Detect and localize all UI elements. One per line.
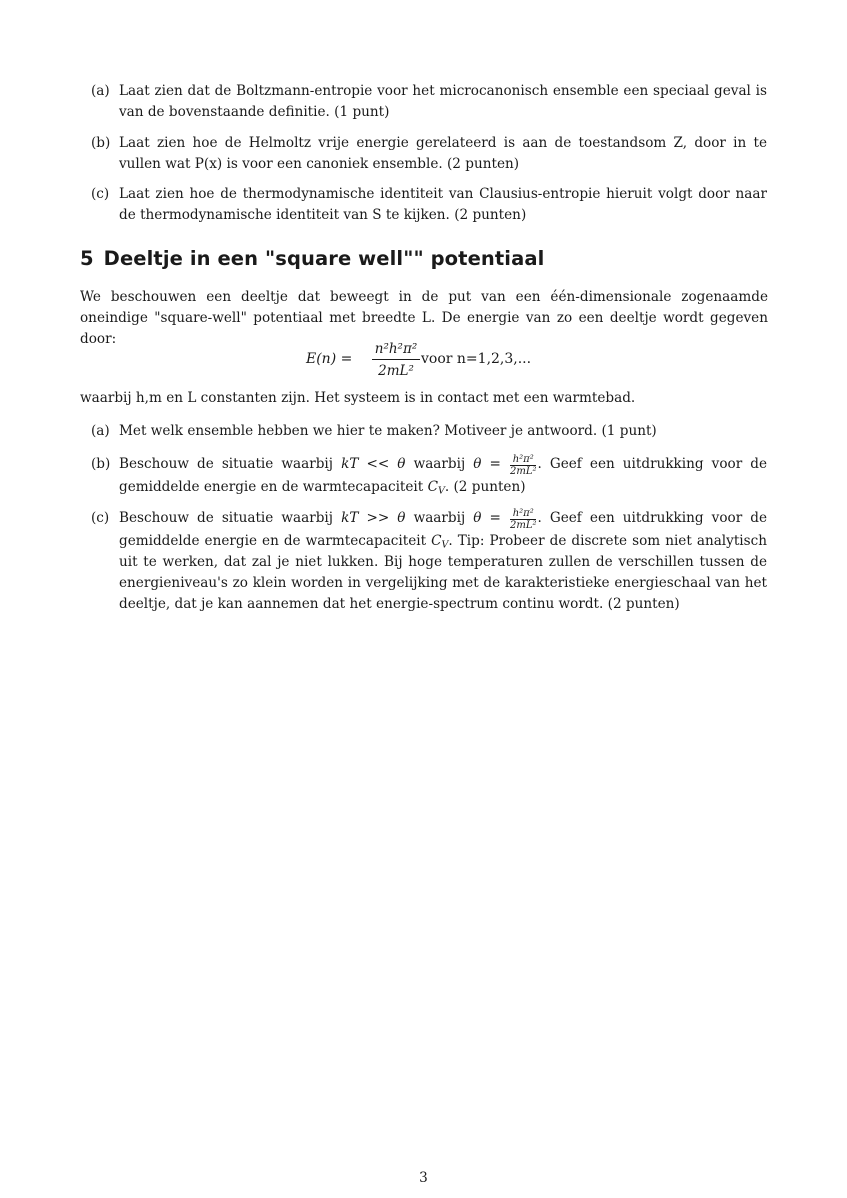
- item-text: Laat zien hoe de Helmoltz vrije energie gerelateerd is aan de toestandsom Z, door in te vullen wat P(x) is voor een canoniek ensemble. (2 punten): [119, 135, 767, 172]
- theta-fraction: $\frac{\text{h²π²}}{\text{2mL²}}$: [509, 508, 537, 531]
- constants-paragraph: waarbij h,m en L constanten zijn. Het systeem is in contact met een warmtebad.: [80, 390, 636, 406]
- section-title: Deeltje in een "square well"" potentiaal: [103, 247, 545, 270]
- equation-denominator: 2mL²: [378, 363, 414, 379]
- theta-math: θ =: [473, 510, 501, 526]
- question-a: [91, 421, 767, 442]
- item-label: (a): [91, 83, 110, 99]
- item-text: Beschouw de situatie waarbij kT << θ waarbij θ = $\frac{\text{h²π²}}{\text{2mL²}}$ . Geef een uitdrukking voor de gemiddelde energie en de warmtecapaciteit $C_V$. (2 punten): [119, 454, 768, 497]
- equation-lhs: E(n) =: [306, 351, 353, 367]
- list-item-prev-a: [91, 81, 767, 123]
- item-text: Beschouw de situatie waarbij kT >> θ waarbij θ = $\frac{\text{h²π²}}{\text{2mL²}}$ . Geef een uitdrukking voor de gemiddelde energie en de warmtecapaciteit $C_V$. Tip: Probeer de discrete som niet analytisch uit te werken, dat zal je niet lukken. Bij hoge temperaturen zullen de verschillen tussen de energieniveau's zo klein worden in vergelijking met de karakteristieke energieschaal van het deeltje, dat je kan aannemen dat het energie-spectrum continu wordt. (2 punten): [119, 508, 768, 612]
- item-label: (c): [91, 186, 110, 202]
- condition-math: kT >> θ: [341, 510, 406, 526]
- list-item-prev-b: [91, 133, 767, 175]
- section-number: 5: [80, 247, 94, 270]
- heat-capacity-symbol: $C_V$: [431, 533, 449, 551]
- condition-math: kT << θ: [341, 456, 406, 472]
- item-label: (a): [91, 423, 110, 439]
- theta-fraction: $\frac{\text{h²π²}}{\text{2mL²}}$: [509, 454, 537, 477]
- intro-paragraph: We beschouwen een deeltje dat beweegt in de put van een één-dimensionale zogenaamde oneindige "square-well" potentiaal met breedte L. De energie van zo een deeltje wordt gegeven door:: [80, 289, 768, 347]
- question-c: [91, 508, 767, 615]
- item-label: (c): [91, 510, 110, 526]
- fraction-bar: [372, 359, 420, 360]
- page-number: 3: [419, 1170, 428, 1186]
- item-label: (b): [91, 456, 111, 472]
- question-b: [91, 454, 767, 498]
- energy-equation: [0, 340, 847, 382]
- equation-fraction: [372, 340, 420, 380]
- item-label: (b): [91, 135, 111, 151]
- heat-capacity-symbol: $C_V$: [427, 479, 445, 497]
- section-heading: [80, 247, 544, 270]
- equation-numerator: n²h²π²: [374, 341, 418, 357]
- item-text: Laat zien dat de Boltzmann-entropie voor het microcanonisch ensemble een speciaal geval is van de bovenstaande definitie. (1 punt): [119, 83, 767, 120]
- item-text: Laat zien hoe de thermodynamische identiteit van Clausius-entropie hieruit volgt door naar de thermodynamische identiteit van S te kijken. (2 punten): [119, 186, 767, 223]
- item-text: Met welk ensemble hebben we hier te maken? Motiveer je antwoord. (1 punt): [119, 423, 657, 439]
- theta-math: θ =: [473, 456, 501, 472]
- list-item-prev-c: [91, 184, 767, 226]
- equation-rhs: voor n=1,2,3,...: [421, 351, 532, 367]
